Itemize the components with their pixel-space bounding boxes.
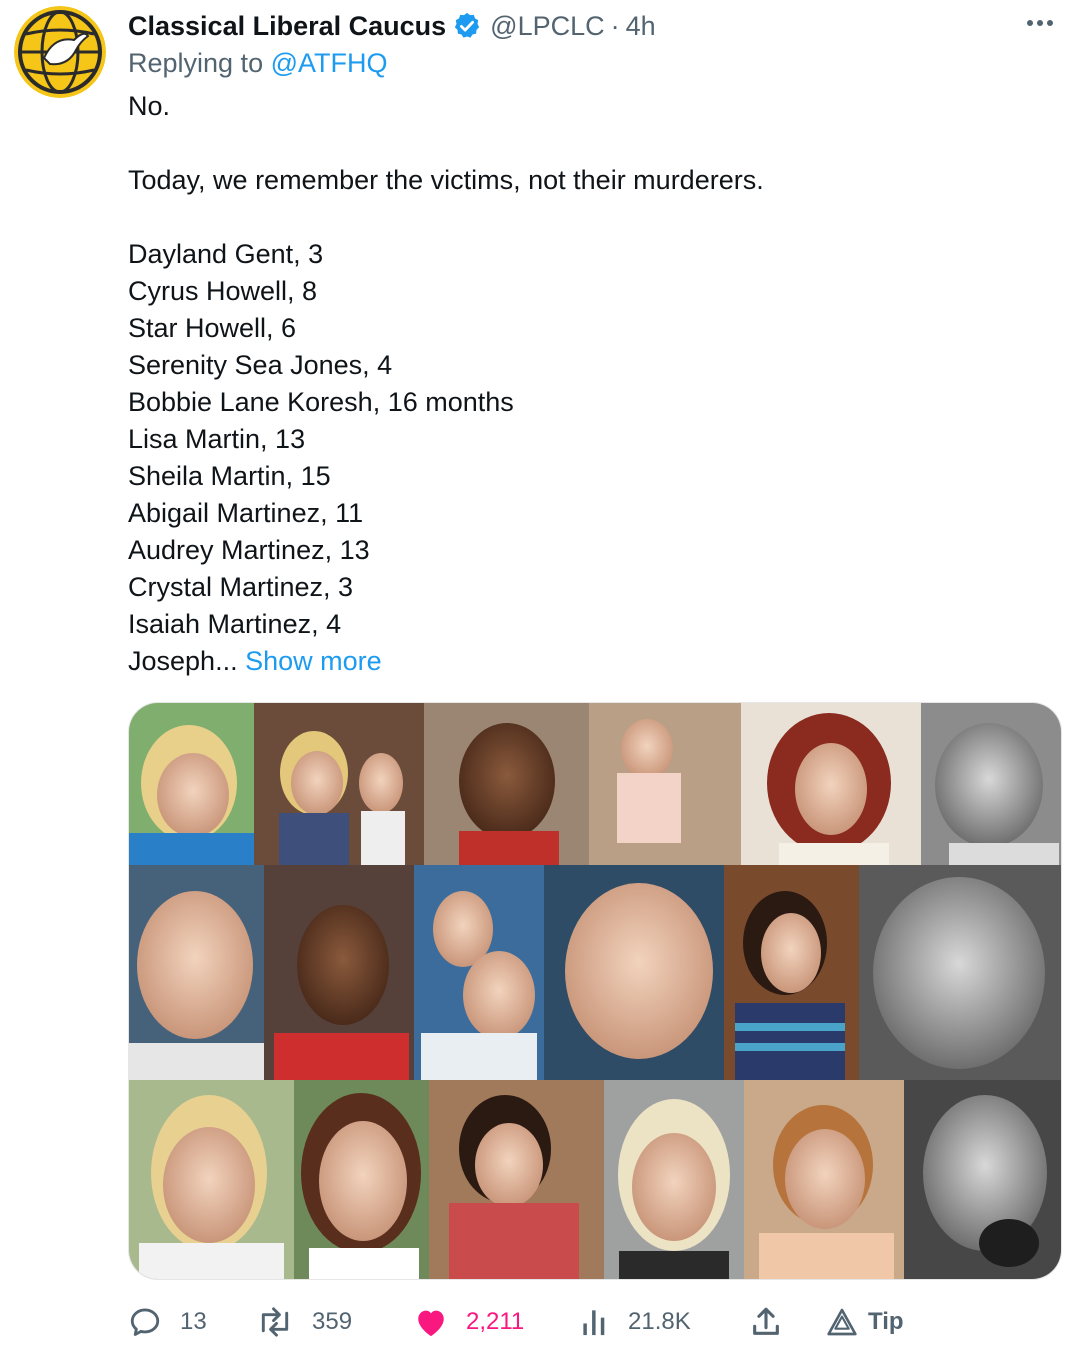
tip-button[interactable] [826,1304,904,1340]
victim-name: Serenity Sea Jones, 4 [128,350,393,380]
avatar[interactable] [14,6,106,98]
reply-mention-link[interactable]: @ATFHQ [270,48,388,78]
tweet-header [128,6,656,46]
views-button[interactable] [580,1304,691,1340]
verified-badge-icon [452,11,482,41]
truncated-text: Joseph... [128,646,238,676]
show-more-link[interactable]: Show more [245,646,382,676]
victim-name: Isaiah Martinez, 4 [128,609,342,639]
victim-name: Dayland Gent, 3 [128,239,324,269]
share-button[interactable] [750,1304,800,1340]
like-button[interactable] [414,1304,524,1340]
victim-name: Sheila Martin, 15 [128,461,331,491]
reply-icon [128,1305,162,1339]
truncated-line [128,643,1048,680]
reply-count: 13 [180,1308,207,1335]
victim-name: Cyrus Howell, 8 [128,276,318,306]
text-line: Today, we remember the victims, not their murderers. [128,165,764,195]
display-name[interactable]: Classical Liberal Caucus [128,10,447,41]
separator-dot: · [610,10,620,41]
text-line: No. [128,91,171,121]
victim-name: Lisa Martin, 13 [128,424,306,454]
photo-collage[interactable] [128,702,1062,1280]
globe-dove-logo-icon [14,6,106,98]
tweet-text [128,88,1048,680]
like-count: 2,211 [466,1308,525,1335]
retweet-button[interactable] [256,1304,352,1340]
share-upload-icon [750,1305,782,1339]
heart-icon [414,1306,448,1338]
reply-button[interactable] [128,1304,207,1340]
replying-to [128,48,388,79]
tip-triangle-icon [826,1307,858,1337]
views-count: 21.8K [628,1308,691,1335]
author-handle[interactable]: @LPCLC [490,10,605,41]
victim-name: Star Howell, 6 [128,313,297,343]
victim-name: Bobbie Lane Koresh, 16 months [128,387,514,417]
victim-name: Abigail Martinez, 11 [128,498,364,528]
action-bar [128,1300,1048,1346]
timestamp[interactable]: 4h [625,10,656,41]
victim-name: Audrey Martinez, 13 [128,535,370,565]
more-options-icon[interactable] [1022,8,1058,38]
views-bar-chart-icon [580,1306,610,1338]
replying-to-label: Replying to [128,48,271,78]
tip-label: Tip [868,1308,904,1335]
retweet-count: 359 [312,1308,353,1335]
victim-name: Crystal Martinez, 3 [128,572,354,602]
retweet-icon [256,1305,294,1339]
portrait-grid-image [129,703,1062,1280]
